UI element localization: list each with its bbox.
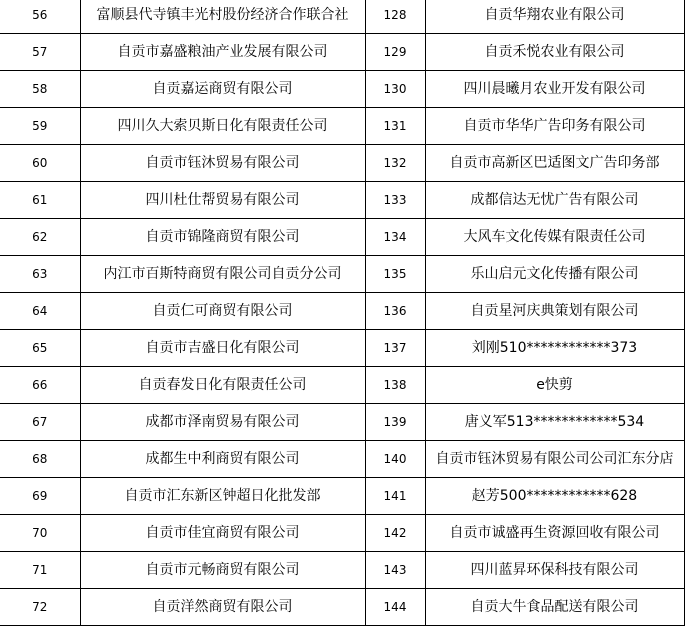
table-row — [0, 108, 684, 145]
table-row — [0, 0, 684, 34]
row-number-right: 133 — [365, 182, 425, 219]
row-number-right: 129 — [365, 34, 425, 71]
row-number-right: 143 — [365, 552, 425, 589]
row-number-right: 135 — [365, 256, 425, 293]
row-number-right: 138 — [365, 367, 425, 404]
company-name-left: 自贡春发日化有限责任公司 — [80, 367, 365, 404]
table-row — [0, 404, 684, 441]
row-number-right: 140 — [365, 441, 425, 478]
company-name-right: 自贡市诚盛再生资源回收有限公司 — [425, 515, 684, 552]
table-row — [0, 71, 684, 108]
row-number-left: 69 — [0, 478, 80, 515]
row-number-left: 65 — [0, 330, 80, 367]
row-number-right: 141 — [365, 478, 425, 515]
company-name-left: 自贡市嘉盛粮油产业发展有限公司 — [80, 34, 365, 71]
company-name-right: 自贡大牛食品配送有限公司 — [425, 589, 684, 626]
row-number-left: 61 — [0, 182, 80, 219]
row-number-right: 139 — [365, 404, 425, 441]
company-name-right: 乐山启元文化传播有限公司 — [425, 256, 684, 293]
row-number-left: 71 — [0, 552, 80, 589]
row-number-left: 56 — [0, 0, 80, 34]
row-number-right: 130 — [365, 71, 425, 108]
row-number-right: 128 — [365, 0, 425, 34]
row-number-right: 144 — [365, 589, 425, 626]
company-name-right: 赵芳500************628 — [425, 478, 684, 515]
company-name-right: 成都信达无忧广告有限公司 — [425, 182, 684, 219]
table-row — [0, 182, 684, 219]
company-name-right: 四川晨曦月农业开发有限公司 — [425, 71, 684, 108]
row-number-left: 63 — [0, 256, 80, 293]
company-name-right: 自贡华翔农业有限公司 — [425, 0, 684, 34]
table-row — [0, 145, 684, 182]
company-name-left: 自贡市汇东新区钟超日化批发部 — [80, 478, 365, 515]
company-name-left: 自贡市钰沐贸易有限公司 — [80, 145, 365, 182]
company-name-right: e快剪 — [425, 367, 684, 404]
row-number-right: 142 — [365, 515, 425, 552]
company-name-left: 自贡市锦隆商贸有限公司 — [80, 219, 365, 256]
company-name-right: 自贡市钰沐贸易有限公司公司汇东分店 — [425, 441, 684, 478]
company-name-right: 自贡市华华广告印务有限公司 — [425, 108, 684, 145]
table-row — [0, 256, 684, 293]
company-name-left: 成都生中利商贸有限公司 — [80, 441, 365, 478]
company-name-right: 四川蓝昇环保科技有限公司 — [425, 552, 684, 589]
row-number-left: 59 — [0, 108, 80, 145]
table-row — [0, 34, 684, 71]
row-number-right: 136 — [365, 293, 425, 330]
company-name-left: 四川久大索贝斯日化有限责任公司 — [80, 108, 365, 145]
row-number-left: 68 — [0, 441, 80, 478]
row-number-right: 131 — [365, 108, 425, 145]
table-row — [0, 478, 684, 515]
company-name-left: 自贡市佳宜商贸有限公司 — [80, 515, 365, 552]
table-row — [0, 552, 684, 589]
row-number-left: 60 — [0, 145, 80, 182]
row-number-right: 132 — [365, 145, 425, 182]
table-row — [0, 515, 684, 552]
row-number-left: 67 — [0, 404, 80, 441]
company-name-left: 自贡嘉运商贸有限公司 — [80, 71, 365, 108]
company-name-right: 自贡市高新区巴适图文广告印务部 — [425, 145, 684, 182]
company-name-left: 自贡仁可商贸有限公司 — [80, 293, 365, 330]
table-row — [0, 330, 684, 367]
row-number-left: 58 — [0, 71, 80, 108]
company-name-left: 富顺县代寺镇丰光村股份经济合作联合社 — [80, 0, 365, 34]
row-number-left: 72 — [0, 589, 80, 626]
row-number-left: 57 — [0, 34, 80, 71]
row-number-right: 134 — [365, 219, 425, 256]
company-name-right: 唐义军513************534 — [425, 404, 684, 441]
row-number-left: 70 — [0, 515, 80, 552]
company-name-left: 成都市泽南贸易有限公司 — [80, 404, 365, 441]
company-name-left: 内江市百斯特商贸有限公司自贡分公司 — [80, 256, 365, 293]
company-name-left: 自贡市吉盛日化有限公司 — [80, 330, 365, 367]
table-row — [0, 589, 684, 626]
company-name-left: 自贡市元畅商贸有限公司 — [80, 552, 365, 589]
row-number-left: 66 — [0, 367, 80, 404]
row-number-left: 64 — [0, 293, 80, 330]
company-name-right: 刘刚510************373 — [425, 330, 684, 367]
company-name-left: 自贡洋然商贸有限公司 — [80, 589, 365, 626]
row-number-left: 62 — [0, 219, 80, 256]
table-row — [0, 441, 684, 478]
table-row — [0, 367, 684, 404]
company-name-right: 自贡星河庆典策划有限公司 — [425, 293, 684, 330]
company-name-right: 大风车文化传媒有限责任公司 — [425, 219, 684, 256]
company-name-left: 四川杜仕帮贸易有限公司 — [80, 182, 365, 219]
table-row — [0, 219, 684, 256]
company-name-right: 自贡禾悦农业有限公司 — [425, 34, 684, 71]
row-number-right: 137 — [365, 330, 425, 367]
table-row — [0, 293, 684, 330]
